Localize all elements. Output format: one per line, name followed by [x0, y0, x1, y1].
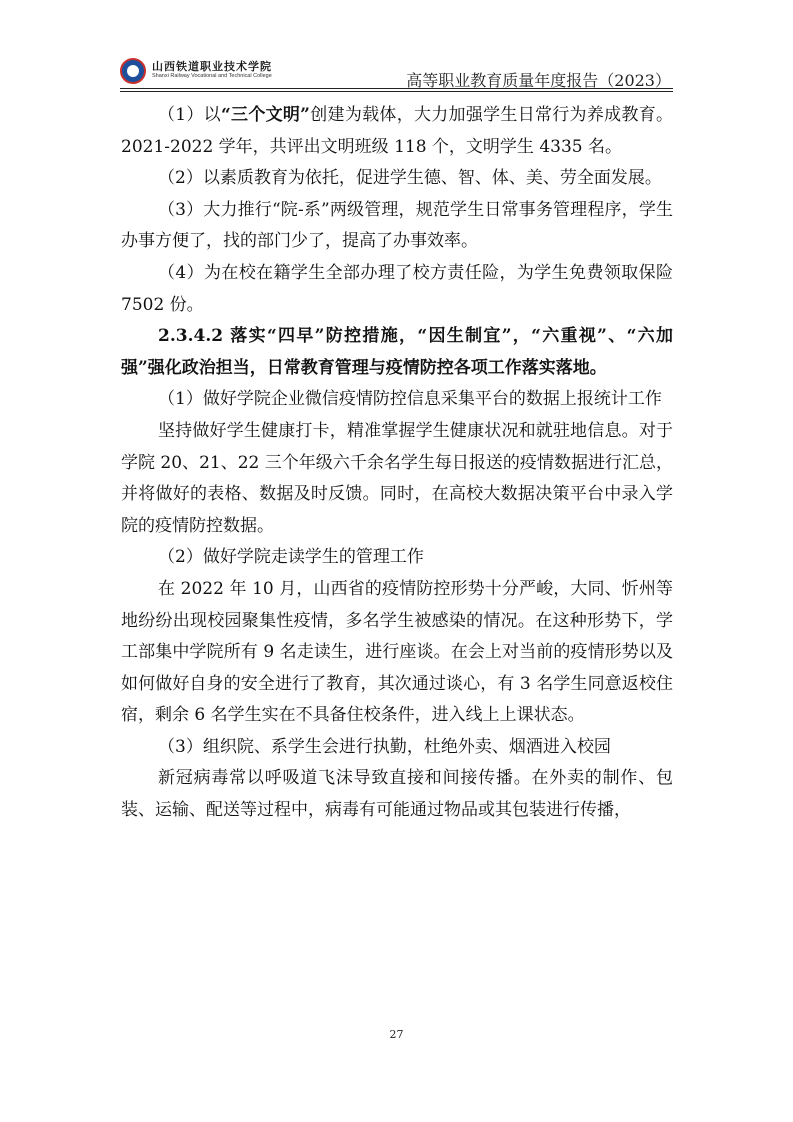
section-heading-2-3-4-2: 2.3.4.2 落实“四早”防控措施，“因生制宜”，“六重视”、“六加强”强化政治担当，日常教育管理与疫情防控各项工作落实落地。: [121, 326, 673, 378]
page-header: [0, 0, 793, 96]
subheading-data-reporting: （1）做好学院企业微信疫情防控信息采集平台的数据上报统计工作: [158, 389, 662, 410]
subheading-day-students: （2）做好学院走读学生的管理工作: [158, 547, 424, 568]
paragraph-virus-transmission: 新冠病毒常以呼吸道飞沫导致直接和间接传播。在外卖的制作、包装、运输、配送等过程中，病毒有可能通过物品或其包装进行传播，: [121, 768, 673, 821]
paragraph-insurance: （4）为在校在籍学生全部办理了校方责任险，为学生免费领取保险 7502 份。: [121, 262, 673, 315]
subheading-student-union-duty: （3）组织院、系学生会进行执勤，杜绝外卖、烟酒进入校园: [158, 736, 611, 757]
paragraph-october-situation: 在 2022 年 10 月，山西省的疫情防控形势十分严峻，大同、忻州等地纷纷出现校园聚集性疫情，多名学生被感染的情况。在这种形势下，学工部集中学院所有 9 名走读生，进行座谈。在会上对当前的疫情形势以及如何做好自身的安全进行了教育，其次通过谈心，有 3 名学生同意返校住宿，剩余 6 名学生实在不具备住校条件，进入线上上课状态。: [121, 578, 673, 726]
page-number: 27: [389, 1028, 404, 1041]
college-emblem-icon: [120, 58, 146, 84]
document-body: [121, 100, 673, 827]
paragraph-three-civilizations: （1）以“三个文明”创建为载体，大力加强学生日常行为养成教育。2021-2022 学年，共评出文明班级 118 个，文明学生 4335 名。: [121, 105, 673, 157]
college-name-cn: 山西铁道职业技术学院: [152, 60, 272, 73]
paragraph-quality-education: （2）以素质教育为依托，促进学生德、智、体、美、劳全面发展。: [158, 168, 662, 189]
header-divider: [120, 88, 673, 92]
college-logo: [120, 58, 280, 86]
report-title: 高等职业教育质量年度报告（2023）: [406, 71, 671, 90]
paragraph-two-level-management: （3）大力推行“院-系”两级管理，规范学生日常事务管理程序，学生办事方便了，找的部门少了，提高了办事效率。: [121, 199, 673, 252]
college-name-en: Shanxi Railway Vocational and Technical College: [152, 73, 272, 79]
bold-phrase: “三个文明”: [220, 105, 310, 125]
paragraph-health-checkin: 坚持做好学生健康打卡，精准掌握学生健康状况和就驻地信息。对于学院 20、21、22 三个年级六千余名学生每日报送的疫情数据进行汇总，并将做好的表格、数据及时反馈。同时，在高校大数据决策平台中录入学院的疫情防控数据。: [121, 420, 673, 536]
